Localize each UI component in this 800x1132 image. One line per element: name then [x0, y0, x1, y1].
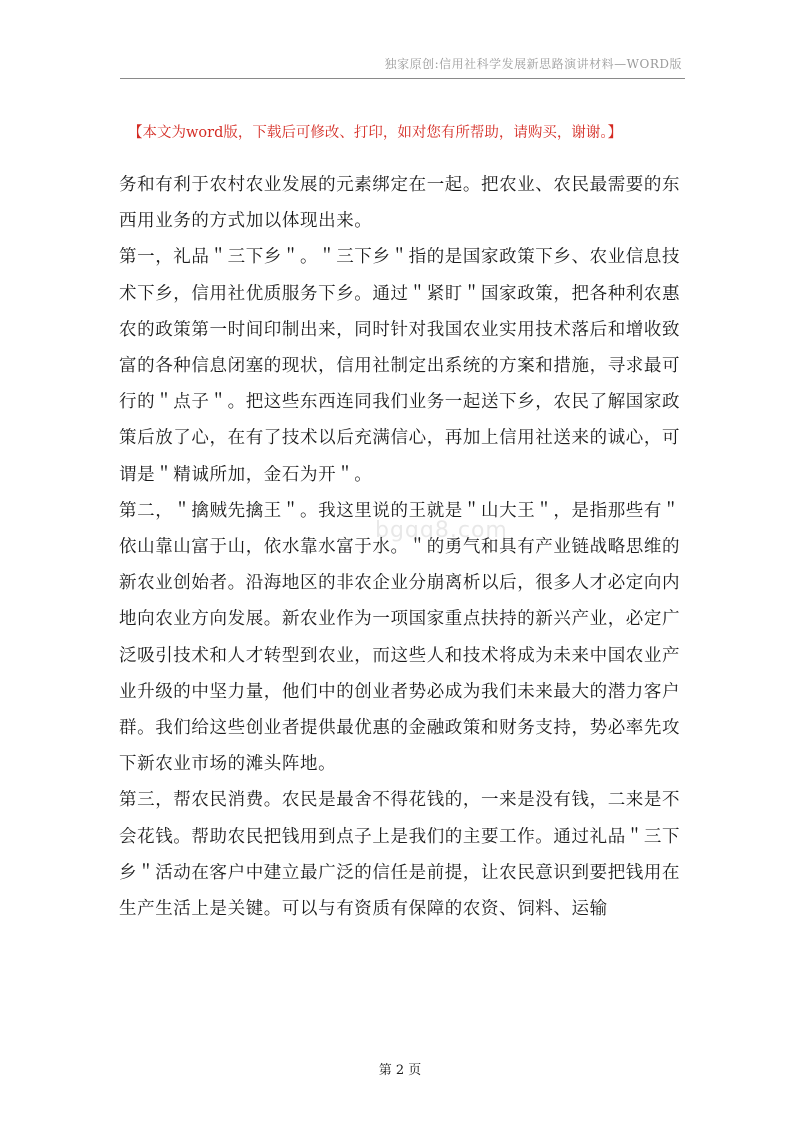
- paragraph-intro: 务和有利于农村农业发展的元素绑定在一起。把农业、农民最需要的东西用业务的方式加以体现出来。: [119, 175, 681, 232]
- watermark: bgqq8.com: [375, 518, 508, 543]
- paragraph-second: 第二，＂擒贼先擒王＂。我这里说的王就是＂山大王＂，是指那些有＂依山靠山富于山，依水靠水富于水。＂的勇气和具有产业链战略思维的新农业创始者。沿海地区的非农企业分崩离析以后，很多人才必定向内地向农业方向发展。新农业作为一项国家重点扶持的新兴产业，必定广泛吸引技术和人才转型到农业，而这些人和技术将成为未来中国农业产业升级的中坚力量，他们中的创业者势必成为我们未来最大的潜力客户群。我们给这些创业者提供最优惠的金融政策和财务支持，势必率先攻下新农业市场的滩头阵地。: [119, 500, 681, 775]
- page-header-title: 独家原创:信用社科学发展新思路演讲材料—WORD版: [384, 57, 682, 71]
- paragraph-third: 第三，帮农民消费。农民是最舍不得花钱的，一来是没有钱，二来是不会花钱。帮助农民把钱用到点子上是我们的主要工作。通过礼品＂三下乡＂活动在客户中建立最广泛的信任是前提，让农民意识到要把钱用在生产生活上是关键。可以与有资质有保障的农资、饲料、运输: [119, 790, 681, 920]
- document-body: [119, 167, 689, 927]
- paragraph-first: 第一，礼品＂三下乡＂。＂三下乡＂指的是国家政策下乡、农业信息技术下乡，信用社优质服务下乡。通过＂紧盯＂国家政策，把各种利农惠农的政策第一时间印制出来，同时针对我国农业实用技术落后和增收致富的各种信息闭塞的现状，信用社制定出系统的方案和措施，寻求最可行的＂点子＂。把这些东西连同我们业务一起送下乡，农民了解国家政策后放了心，在有了技术以后充满信心，再加上信用社送来的诚心，可谓是＂精诚所加，金石为开＂。: [119, 247, 681, 485]
- header-divider: [120, 78, 685, 79]
- download-notice: 【本文为word版，下载后可修改、打印，如对您有所帮助，请购买，谢谢。】: [128, 125, 623, 141]
- page-number: 第 2 页: [378, 1063, 422, 1078]
